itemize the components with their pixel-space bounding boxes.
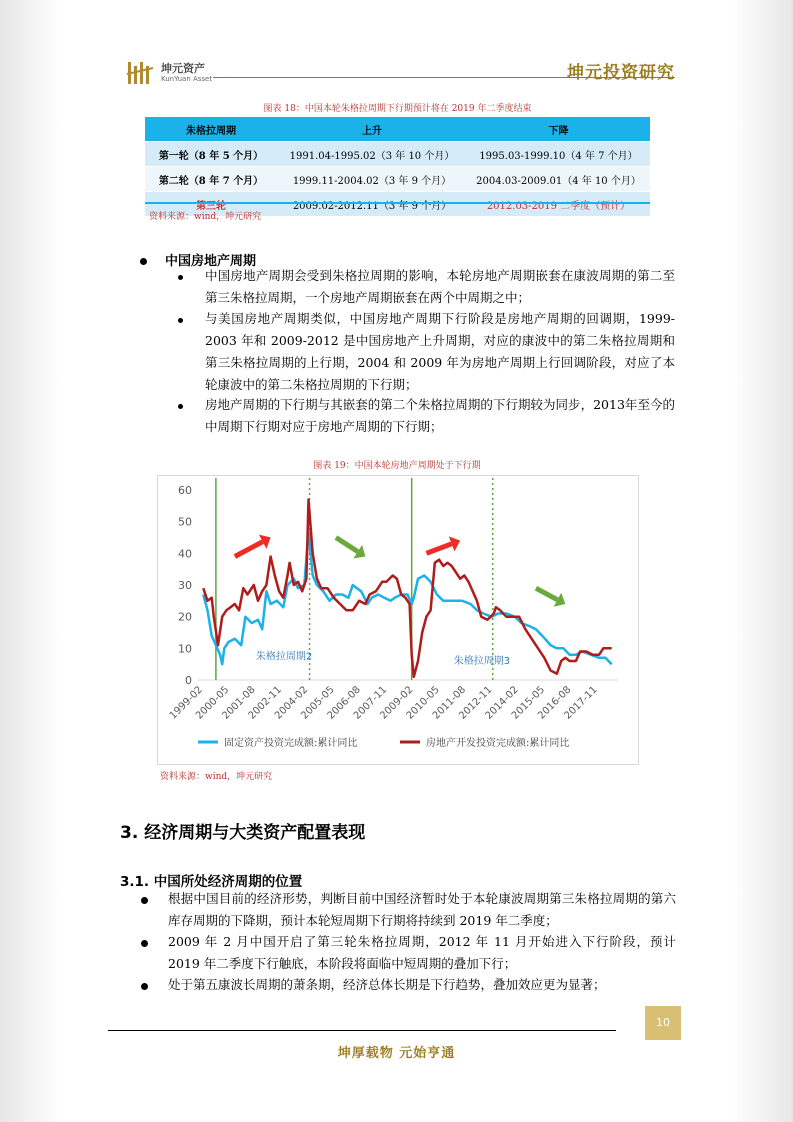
real-estate-cycle-chart [157,475,639,765]
x-tick-label: 2015-05 [509,684,548,722]
y-tick-label: 50 [178,515,192,529]
bullet-icon [178,404,183,409]
chart-svg [158,476,638,764]
x-tick-label: 2017-11 [562,684,600,722]
footer-motto: 坤厚载物 元始亨通 [337,1046,456,1061]
x-tick-label: 2011-08 [430,684,469,722]
table-cell: 1991.04-1995.02（3 年 10 个月） [277,142,467,167]
x-tick-label: 2000-05 [194,684,232,722]
table-cell: 第三轮 [145,192,277,217]
table-row [145,167,650,192]
table-cell: 1999.11-2004.02（3 年 9 个月） [277,167,467,192]
section-3-heading: 3. 经济周期与大类资产配置表现 [120,823,366,843]
trend-down-arrow-icon-shaft [336,538,358,552]
table-header-cell: 上升 [277,117,467,142]
x-tick-label: 2002-11 [246,684,284,722]
x-tick-label: 1999-02 [167,684,206,722]
chart-caption: 图表 19：中国本轮房地产周期处于下行期 [313,461,481,471]
x-tick-label: 2001-08 [220,684,258,722]
table-cell: 2009.02-2012.11（3 年 9 个月） [277,192,467,217]
juglar-cycle-2-label: 朱格拉周期2 [255,651,313,663]
table-header-cell: 朱格拉周期 [145,117,277,142]
kunyuan-logo-icon [125,58,155,88]
page-shade-right [733,0,793,1122]
real-estate-bullet-1: 中国房地产周期会受到朱格拉周期的影响，本轮房地产周期嵌套在康波周期的第二至第三朱格拉周期，一个房地产周期嵌套在两个中周期之中； [205,268,675,305]
section-3-1-bullet-2: 2009 年 2 月中国开启了第三轮朱格拉周期，2012 年 11 月开始进入下行阶段，预计 2019 年二季度下行触底，本阶段将面临中短周期的叠加下行； [168,934,676,971]
y-tick-label: 60 [178,484,192,497]
table-cell: 1995.03-1999.10（4 年 7 个月） [467,142,650,167]
x-tick-label: 2012-11 [457,684,495,722]
legend-label: 房地产开发投资完成额:累计同比 [426,738,570,749]
table-source: 资料来源：wind，坤元研究 [149,212,262,222]
bullet-icon [140,258,147,265]
footer-rule [108,1030,616,1031]
x-tick-label: 2010-05 [404,684,442,722]
y-tick-label: 40 [178,547,192,561]
x-tick-label: 2016-08 [536,684,574,722]
x-tick-label: 2007-11 [351,684,390,722]
trend-down-arrow-icon-shaft [536,588,558,600]
table-cell: 第一轮（8 年 5 个月） [145,142,277,167]
y-tick-label: 30 [178,579,192,592]
page-shade-left [0,0,60,1122]
trend-up-arrow-icon-shaft [426,544,451,553]
logo-english-name: KunYuan Asset [161,75,213,83]
table-row [145,142,650,167]
section-3-1-bullet-1: 根据中国目前的经济形势，判断目前中国经济暂时处于本轮康波周期第三朱格拉周期的第六库存周期的下降期，预计本轮短周期下行期将持续到 2019 年二季度； [168,891,676,928]
y-tick-label: 0 [185,674,192,687]
page-number: 10 [645,1006,681,1040]
table-cell: 2004.03-2009.01（4 年 10 个月） [467,167,650,192]
bullet-icon [178,275,183,280]
section-3-1-bullet-3: 处于第五康波长周期的萧条期，经济总体长期是下行趋势，叠加效应更为显著； [168,977,606,992]
page-header [125,58,675,88]
bullet-icon [178,318,183,323]
header-title: 坤元投资研究 [567,63,675,83]
logo-chinese-name: 坤元资产 [161,62,205,75]
table-caption: 图表 18：中国本轮朱格拉周期下行期预计将在 2019 年二季度结束 [263,104,532,114]
table-header-row [145,117,650,142]
bullet-icon [141,897,148,904]
x-tick-label: 2014-02 [483,684,521,722]
x-tick-label: 2009-02 [378,684,416,722]
x-tick-label: 2005-05 [299,684,337,722]
trend-up-arrow-icon-shaft [235,542,263,557]
bullet-icon [141,983,148,990]
y-tick-label: 10 [178,642,192,656]
table-cell: 第二轮（8 年 7 个月） [145,167,277,192]
table-header-cell: 下降 [467,117,650,142]
real-estate-heading-text: 中国房地产周期 [165,254,257,269]
series-line [203,500,611,677]
chart-source: 资料来源：wind，坤元研究 [160,772,273,782]
juglar-cycle-3-label: 朱格拉周期3 [453,656,511,668]
x-tick-label: 2004-02 [272,684,311,722]
real-estate-bullet-2: 与美国房地产周期类似，中国房地产周期下行阶段是房地产周期的回调期，1999-2003 年和 2009-2012 是中国房地产上升周期，对应的康波中的第二朱格拉周期和第三朱格拉周期的上行期，2004 和 2009 年为房地产周期上行回调阶段，对应了本轮康波中的第二朱格拉周期的下行期； [205,311,675,392]
section-3-1-heading: 3.1. 中国所处经济周期的位置 [120,874,303,890]
table-cell: 2012.03-2019 二季度（预计） [467,192,650,217]
table-bottom-rule [145,202,650,204]
x-tick-label: 2006-08 [325,684,363,722]
real-estate-bullet-3: 房地产周期的下行期与其嵌套的第二个朱格拉周期的下行期较为同步，2013年至今的中周期下行期对应于房地产周期的下行期； [205,397,675,434]
bullet-icon [141,940,148,947]
y-tick-label: 20 [178,610,192,624]
legend-label: 固定资产投资完成额:累计同比 [224,738,358,749]
